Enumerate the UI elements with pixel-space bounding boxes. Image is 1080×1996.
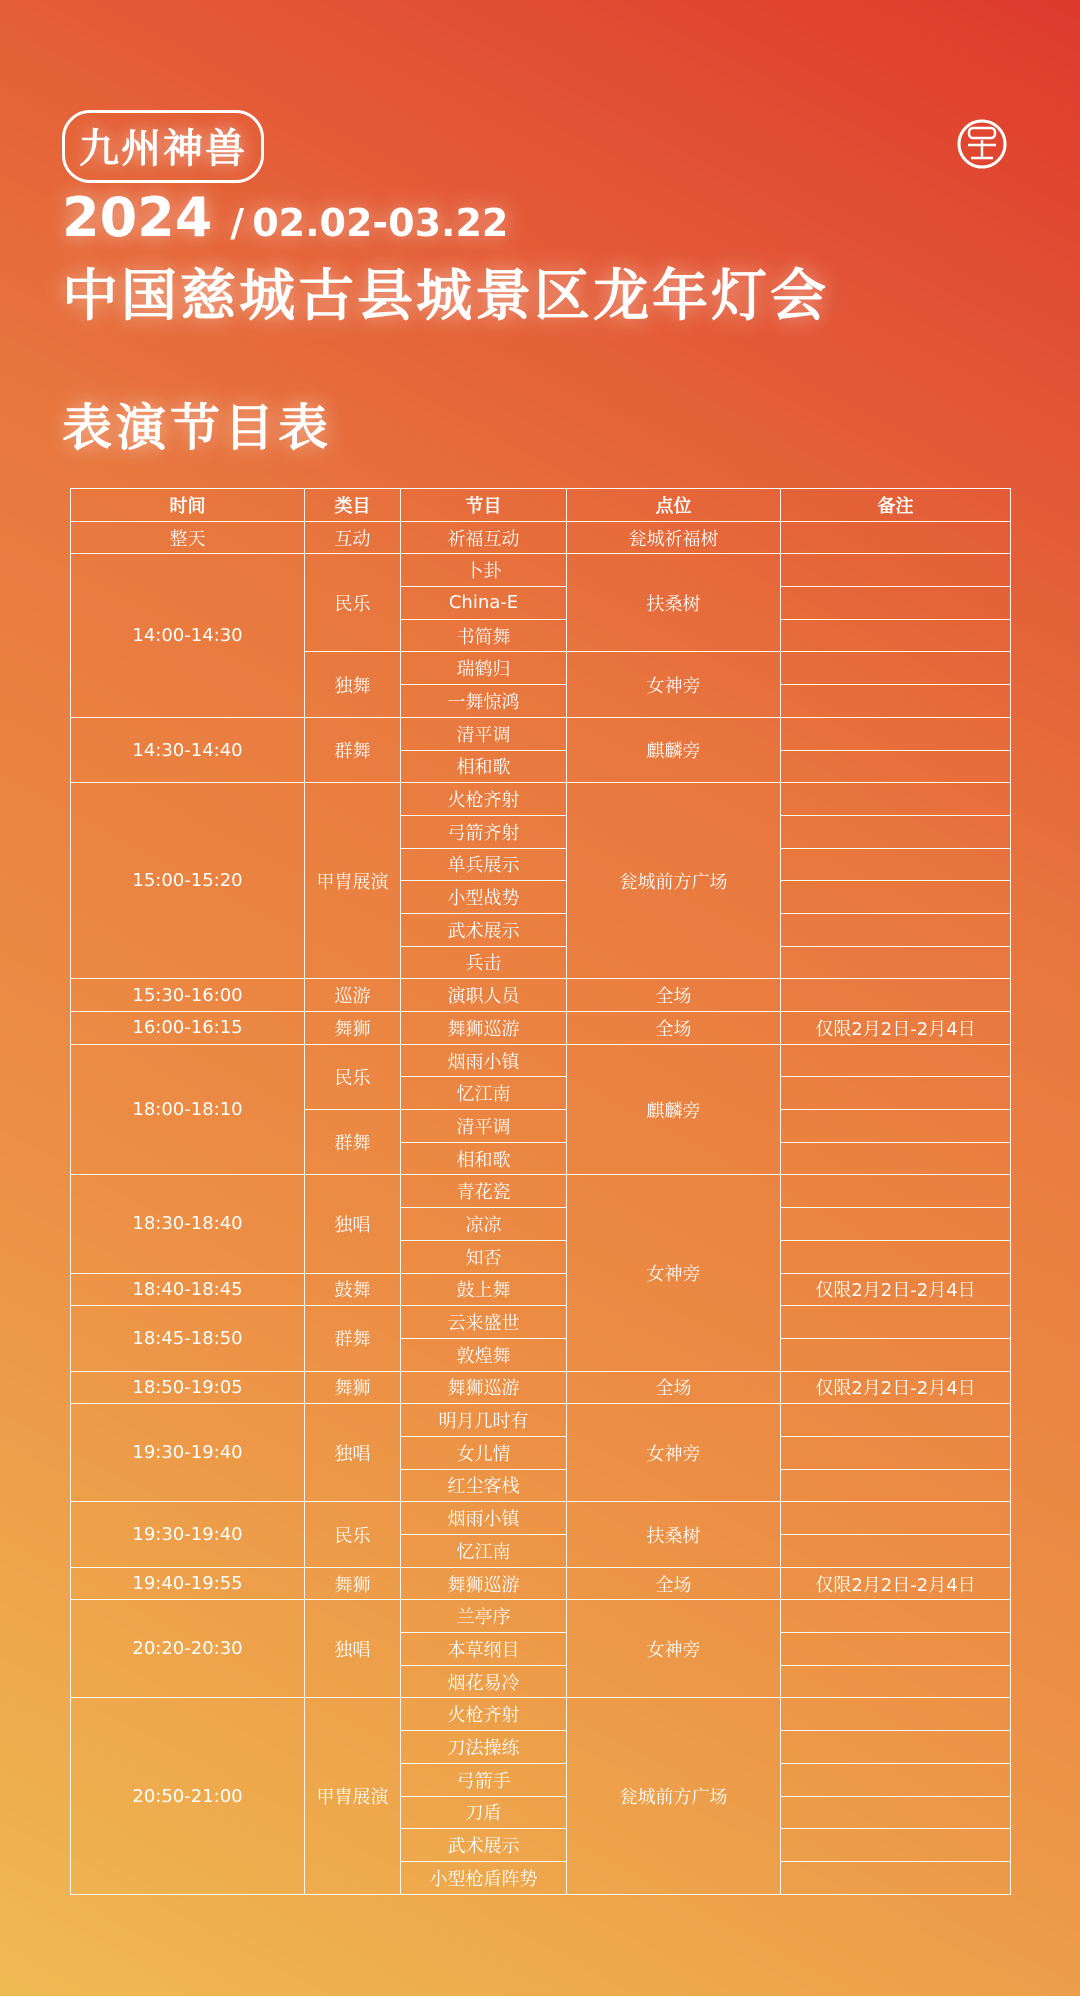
cell-note <box>781 1633 1011 1666</box>
cell-program: 卜卦 <box>401 554 567 587</box>
cell-program: 武术展示 <box>401 913 567 946</box>
header-location: 点位 <box>567 489 781 522</box>
cell-category: 群舞 <box>305 1306 401 1371</box>
cell-time: 18:50-19:05 <box>71 1371 305 1404</box>
cell-note <box>781 881 1011 914</box>
cell-note <box>781 1796 1011 1829</box>
cell-note <box>781 521 1011 554</box>
cell-note <box>781 1077 1011 1110</box>
cell-location: 扶桑树 <box>567 554 781 652</box>
cell-category: 民乐 <box>305 1502 401 1567</box>
cell-category: 甲胄展演 <box>305 1698 401 1894</box>
cell-program: 弓箭手 <box>401 1763 567 1796</box>
cell-program: 相和歌 <box>401 1142 567 1175</box>
cell-program: 忆江南 <box>401 1077 567 1110</box>
cell-program: 小型枪盾阵势 <box>401 1861 567 1894</box>
cell-note <box>781 1306 1011 1339</box>
cell-category: 甲胄展演 <box>305 783 401 979</box>
year: 2024 <box>62 186 213 249</box>
cell-location: 女神旁 <box>567 652 781 717</box>
cell-note <box>781 1731 1011 1764</box>
header-time: 时间 <box>71 489 305 522</box>
cell-location: 瓮城前方广场 <box>567 783 781 979</box>
cell-time: 18:00-18:10 <box>71 1044 305 1175</box>
cell-program: 火枪齐射 <box>401 783 567 816</box>
cell-program: 烟花易冷 <box>401 1665 567 1698</box>
cell-program: 刀法操练 <box>401 1731 567 1764</box>
table-row <box>71 1306 1011 1339</box>
cell-category: 舞狮 <box>305 1567 401 1600</box>
cell-note <box>781 717 1011 750</box>
cell-program: 青花瓷 <box>401 1175 567 1208</box>
cell-note <box>781 1240 1011 1273</box>
cell-note <box>781 1044 1011 1077</box>
cell-note <box>781 1861 1011 1894</box>
cell-note <box>781 750 1011 783</box>
cell-time: 整天 <box>71 521 305 554</box>
cell-program: 兵击 <box>401 946 567 979</box>
cell-program: 书简舞 <box>401 619 567 652</box>
cell-time: 19:40-19:55 <box>71 1567 305 1600</box>
cell-location: 麒麟旁 <box>567 717 781 782</box>
cell-note <box>781 1208 1011 1241</box>
cell-location: 全场 <box>567 1371 781 1404</box>
cell-category: 群舞 <box>305 1110 401 1175</box>
cell-note <box>781 946 1011 979</box>
cell-program: 刀盾 <box>401 1796 567 1829</box>
cell-time: 14:00-14:30 <box>71 554 305 717</box>
table-row <box>71 717 1011 750</box>
brand-logo: 九州神兽 <box>62 110 264 183</box>
cell-location: 全场 <box>567 1012 781 1045</box>
cell-time: 19:30-19:40 <box>71 1404 305 1502</box>
table-row <box>71 1600 1011 1633</box>
table-row <box>71 1567 1011 1600</box>
cell-program: 兰亭序 <box>401 1600 567 1633</box>
cell-category: 独唱 <box>305 1404 401 1502</box>
table-row <box>71 1012 1011 1045</box>
cell-program: 演职人员 <box>401 979 567 1012</box>
cell-note <box>781 587 1011 620</box>
table-header-row <box>71 489 1011 522</box>
header-category: 类目 <box>305 489 401 522</box>
cell-program: 瑞鹤归 <box>401 652 567 685</box>
cell-program: 红尘客栈 <box>401 1469 567 1502</box>
cell-time: 18:45-18:50 <box>71 1306 305 1371</box>
cell-category: 舞狮 <box>305 1012 401 1045</box>
table-row <box>71 979 1011 1012</box>
date-range: 02.02-03.22 <box>252 201 509 245</box>
cell-program: 火枪齐射 <box>401 1698 567 1731</box>
cell-category: 民乐 <box>305 1044 401 1109</box>
cell-category: 民乐 <box>305 554 401 652</box>
cell-program: 武术展示 <box>401 1829 567 1862</box>
event-title: 中国慈城古县城景区龙年灯会 <box>62 264 829 329</box>
cell-note <box>781 1404 1011 1437</box>
cell-category: 互动 <box>305 521 401 554</box>
cell-program: 鼓上舞 <box>401 1273 567 1306</box>
table-row <box>71 1404 1011 1437</box>
cell-location: 女神旁 <box>567 1600 781 1698</box>
cell-note <box>781 685 1011 718</box>
cell-note <box>781 848 1011 881</box>
cell-note <box>781 1110 1011 1143</box>
cell-program: 本草纲目 <box>401 1633 567 1666</box>
cell-time: 20:50-21:00 <box>71 1698 305 1894</box>
cell-note: 仅限2月2日-2月4日 <box>781 1273 1011 1306</box>
cell-category: 独唱 <box>305 1175 401 1273</box>
cell-program: 凉凉 <box>401 1208 567 1241</box>
cell-time: 19:30-19:40 <box>71 1502 305 1567</box>
cell-time: 18:30-18:40 <box>71 1175 305 1273</box>
cell-location: 女神旁 <box>567 1404 781 1502</box>
section-title: 表演节目表 <box>62 399 332 457</box>
cell-note <box>781 1698 1011 1731</box>
cell-note <box>781 1142 1011 1175</box>
cell-note: 仅限2月2日-2月4日 <box>781 1567 1011 1600</box>
cell-note <box>781 1502 1011 1535</box>
seal-icon <box>956 118 1008 170</box>
cell-note: 仅限2月2日-2月4日 <box>781 1012 1011 1045</box>
table-row <box>71 521 1011 554</box>
cell-note <box>781 619 1011 652</box>
cell-note <box>781 1175 1011 1208</box>
cell-location: 全场 <box>567 979 781 1012</box>
cell-program: 单兵展示 <box>401 848 567 881</box>
header-program: 节目 <box>401 489 567 522</box>
cell-program: 清平调 <box>401 717 567 750</box>
cell-program: 舞狮巡游 <box>401 1567 567 1600</box>
cell-time: 18:40-18:45 <box>71 1273 305 1306</box>
cell-program: 舞狮巡游 <box>401 1012 567 1045</box>
cell-note <box>781 1338 1011 1371</box>
table-row <box>71 1044 1011 1077</box>
cell-category: 独唱 <box>305 1600 401 1698</box>
cell-note <box>781 1469 1011 1502</box>
cell-note <box>781 913 1011 946</box>
cell-category: 舞狮 <box>305 1371 401 1404</box>
cell-program: 舞狮巡游 <box>401 1371 567 1404</box>
cell-program: 敦煌舞 <box>401 1338 567 1371</box>
cell-note <box>781 652 1011 685</box>
cell-location: 全场 <box>567 1567 781 1600</box>
cell-note <box>781 815 1011 848</box>
cell-location: 瓮城祈福树 <box>567 521 781 554</box>
cell-program: 烟雨小镇 <box>401 1502 567 1535</box>
cell-program: 清平调 <box>401 1110 567 1143</box>
table-row <box>71 1698 1011 1731</box>
cell-note <box>781 1665 1011 1698</box>
date-separator: / <box>230 201 245 245</box>
cell-time: 15:00-15:20 <box>71 783 305 979</box>
cell-note <box>781 1763 1011 1796</box>
cell-program: 云来盛世 <box>401 1306 567 1339</box>
table-row <box>71 554 1011 587</box>
cell-time: 20:20-20:30 <box>71 1600 305 1698</box>
cell-time: 14:30-14:40 <box>71 717 305 782</box>
cell-program: 弓箭齐射 <box>401 815 567 848</box>
cell-program: China-E <box>401 587 567 620</box>
cell-program: 小型战势 <box>401 881 567 914</box>
cell-location: 女神旁 <box>567 1175 781 1371</box>
cell-program: 相和歌 <box>401 750 567 783</box>
cell-note <box>781 1436 1011 1469</box>
cell-note <box>781 1535 1011 1568</box>
cell-category: 群舞 <box>305 717 401 782</box>
cell-category: 鼓舞 <box>305 1273 401 1306</box>
cell-program: 祈福互动 <box>401 521 567 554</box>
table-row <box>71 783 1011 816</box>
schedule-table <box>70 488 1011 1895</box>
cell-note <box>781 1600 1011 1633</box>
table-row <box>71 1502 1011 1535</box>
cell-note <box>781 783 1011 816</box>
cell-program: 忆江南 <box>401 1535 567 1568</box>
cell-time: 16:00-16:15 <box>71 1012 305 1045</box>
cell-category: 巡游 <box>305 979 401 1012</box>
cell-time: 15:30-16:00 <box>71 979 305 1012</box>
table-row <box>71 1371 1011 1404</box>
cell-category: 独舞 <box>305 652 401 717</box>
cell-location: 扶桑树 <box>567 1502 781 1567</box>
date-heading <box>62 186 508 249</box>
cell-location: 麒麟旁 <box>567 1044 781 1175</box>
cell-note <box>781 979 1011 1012</box>
cell-program: 女儿情 <box>401 1436 567 1469</box>
header-note: 备注 <box>781 489 1011 522</box>
cell-location: 瓮城前方广场 <box>567 1698 781 1894</box>
cell-program: 知否 <box>401 1240 567 1273</box>
cell-program: 烟雨小镇 <box>401 1044 567 1077</box>
cell-program: 一舞惊鸿 <box>401 685 567 718</box>
table-row <box>71 1273 1011 1306</box>
table-row <box>71 1175 1011 1208</box>
cell-note: 仅限2月2日-2月4日 <box>781 1371 1011 1404</box>
cell-program: 明月几时有 <box>401 1404 567 1437</box>
cell-note <box>781 1829 1011 1862</box>
cell-note <box>781 554 1011 587</box>
